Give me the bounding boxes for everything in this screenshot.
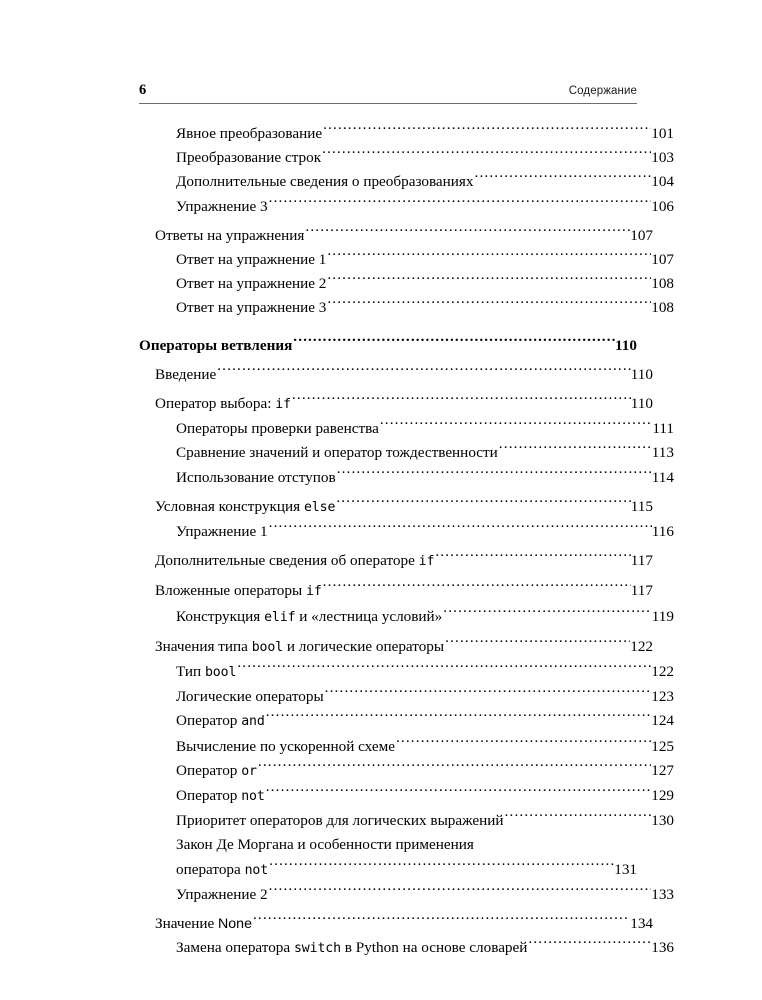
toc-entry-title: Использование отступов bbox=[176, 468, 336, 486]
dot-leader bbox=[269, 859, 614, 874]
toc-chapter-entry[interactable] bbox=[139, 334, 637, 358]
dot-leader bbox=[269, 195, 652, 210]
toc-entry-title: Конструкция elif и «лестница условий» bbox=[176, 607, 443, 625]
toc-entry[interactable] bbox=[139, 441, 674, 465]
toc-entry[interactable] bbox=[139, 296, 674, 320]
toc-entry-title: Операторы ветвления bbox=[139, 336, 293, 354]
toc-entry-page-number: 134 bbox=[630, 915, 653, 933]
toc-entry-page-number: 116 bbox=[651, 523, 674, 541]
inline-code: if bbox=[418, 554, 435, 570]
toc-entry-page-number: 106 bbox=[651, 197, 674, 215]
dot-leader bbox=[336, 496, 630, 511]
toc-entry-title: Вычисление по ускоренной схеме bbox=[176, 737, 395, 755]
inline-code: not bbox=[241, 789, 265, 805]
toc-entry-title: Тип bool bbox=[176, 663, 237, 681]
toc-entry[interactable] bbox=[139, 635, 653, 660]
toc-entry-page-number: 114 bbox=[651, 468, 674, 486]
toc-entry-page-number: 119 bbox=[651, 607, 674, 625]
toc-entry-page-number: 136 bbox=[651, 939, 674, 957]
toc-entry-page-number: 110 bbox=[630, 365, 653, 383]
toc-entry-page-number: 101 bbox=[651, 125, 674, 142]
toc-entry[interactable] bbox=[139, 784, 674, 809]
toc-entry-title: Оператор выбора: if bbox=[155, 395, 291, 413]
toc-entry-page-number: 125 bbox=[651, 737, 674, 755]
toc-entry-title: Дополнительные сведения об операторе if bbox=[155, 552, 435, 570]
toc-entry-page-number: 103 bbox=[651, 149, 674, 167]
toc-entry-page-number: 117 bbox=[630, 582, 653, 600]
dot-leader bbox=[322, 147, 651, 162]
toc-entry-title: Операторы проверки равенства bbox=[176, 420, 379, 438]
toc-entry[interactable] bbox=[139, 833, 637, 882]
inline-code: bool bbox=[204, 665, 237, 681]
toc-entry-page-number: 131 bbox=[614, 860, 637, 878]
toc-entry-page-number: 122 bbox=[651, 663, 674, 681]
toc-entry-title: Ответ на упражнение 2 bbox=[176, 275, 327, 293]
toc-entry[interactable] bbox=[139, 709, 674, 734]
toc-entry-title: Замена оператора switch в Python на основе словарей bbox=[176, 939, 528, 957]
toc-entry[interactable] bbox=[139, 912, 653, 936]
toc-entry-page-number: 107 bbox=[651, 251, 674, 269]
toc-entry-page-number: 110 bbox=[630, 395, 653, 413]
toc-entry-title: Введение bbox=[155, 365, 217, 383]
running-head-title: Содержание bbox=[568, 85, 637, 97]
toc-entry[interactable] bbox=[139, 759, 674, 784]
inline-code: if bbox=[275, 397, 291, 413]
dot-leader bbox=[475, 171, 652, 186]
toc-entry-page-number: 124 bbox=[651, 712, 674, 730]
toc-entry-title: Ответ на упражнение 1 bbox=[176, 251, 327, 269]
toc-entry-page-number: 130 bbox=[651, 812, 674, 830]
dot-leader bbox=[305, 225, 630, 240]
toc-entry-title: Ответ на упражнение 3 bbox=[176, 299, 327, 317]
toc-entry-page-number: 113 bbox=[651, 444, 674, 462]
dot-leader bbox=[292, 393, 631, 408]
toc-entry[interactable] bbox=[139, 660, 674, 685]
inline-code: or bbox=[241, 763, 257, 779]
dot-leader bbox=[269, 521, 652, 536]
toc-entry[interactable] bbox=[139, 122, 674, 146]
toc-entry-title: Значения типа bool и логические операторы bbox=[155, 637, 445, 655]
toc-entry-page-number: 115 bbox=[630, 497, 653, 515]
dot-leader bbox=[505, 810, 652, 825]
inline-code: if bbox=[305, 584, 322, 600]
toc-entry-page-number: 104 bbox=[651, 173, 674, 191]
toc-entry[interactable] bbox=[139, 685, 674, 709]
toc-entry[interactable] bbox=[139, 579, 653, 604]
dot-leader bbox=[445, 636, 630, 651]
toc-entry-title: Дополнительные сведения о преобразованиях bbox=[176, 173, 474, 191]
toc-entry[interactable] bbox=[139, 466, 674, 490]
dot-leader bbox=[327, 249, 651, 264]
toc-entry-title: Вложенные операторы if bbox=[155, 582, 322, 600]
toc-entry-title: Преобразование строк bbox=[176, 149, 322, 167]
dot-leader bbox=[443, 605, 652, 620]
toc-entry-page-number: 107 bbox=[630, 226, 653, 244]
dot-leader bbox=[258, 760, 651, 775]
dot-leader bbox=[380, 418, 653, 433]
toc-entry-page-number: 123 bbox=[651, 688, 674, 706]
dot-leader bbox=[293, 334, 615, 349]
toc-entry-title: Логические операторы bbox=[176, 688, 324, 706]
toc-entry[interactable] bbox=[139, 735, 674, 759]
toc-entry[interactable] bbox=[139, 520, 674, 544]
toc-entry-title: Оператор or bbox=[176, 761, 257, 779]
dot-leader bbox=[323, 123, 651, 138]
running-head bbox=[139, 83, 637, 104]
dot-leader bbox=[327, 297, 651, 312]
toc-entry-page-number: 127 bbox=[651, 761, 674, 779]
toc-entry[interactable] bbox=[139, 170, 674, 194]
dot-leader bbox=[325, 686, 652, 701]
toc-entry[interactable] bbox=[139, 224, 653, 248]
page-folio-number: 6 bbox=[139, 82, 147, 98]
toc-entry-title: Значение None bbox=[155, 915, 252, 933]
toc-entry-title: Упражнение 1 bbox=[176, 523, 268, 541]
inline-code: elif bbox=[264, 609, 296, 625]
toc-entry-page-number: 133 bbox=[651, 885, 674, 903]
dot-leader bbox=[327, 273, 651, 288]
inline-code: else bbox=[303, 499, 336, 515]
toc-entry[interactable] bbox=[139, 146, 674, 170]
toc-entry-title: Оператор and bbox=[176, 712, 265, 730]
dot-leader bbox=[217, 364, 631, 379]
dot-leader bbox=[266, 710, 651, 725]
inline-code: switch bbox=[293, 941, 341, 957]
dot-leader bbox=[337, 466, 652, 481]
toc-entry[interactable] bbox=[139, 936, 674, 961]
toc-entry-title: Приоритет операторов для логических выражений bbox=[176, 812, 504, 830]
toc-entry[interactable] bbox=[139, 195, 674, 219]
dot-leader bbox=[396, 735, 651, 750]
toc-entry[interactable] bbox=[139, 809, 674, 833]
toc-entry-title: Упражнение 2 bbox=[176, 885, 268, 903]
toc-entry-title: Явное преобразование bbox=[176, 125, 323, 142]
toc-entry-page-number: 108 bbox=[651, 275, 674, 293]
dot-leader bbox=[237, 661, 651, 676]
toc-entry-title: Сравнение значений и оператор тождественности bbox=[176, 444, 498, 462]
toc-entry-title: Упражнение 3 bbox=[176, 197, 268, 215]
inline-code: None bbox=[218, 916, 252, 933]
toc-entry-page-number: 129 bbox=[651, 787, 674, 805]
toc-entry-title: оператора not bbox=[176, 860, 269, 878]
toc-entry[interactable] bbox=[139, 495, 653, 520]
inline-code: not bbox=[244, 862, 269, 878]
toc-entry[interactable] bbox=[139, 248, 674, 272]
toc-entry[interactable] bbox=[139, 272, 674, 296]
inline-code: bool bbox=[251, 639, 284, 655]
dot-leader bbox=[269, 884, 652, 899]
toc-entry[interactable] bbox=[139, 417, 674, 441]
dot-leader bbox=[266, 785, 651, 800]
toc-entry-page-number: 111 bbox=[652, 420, 674, 438]
toc-entry-line2 bbox=[176, 858, 637, 883]
toc-entry-page-number: 122 bbox=[630, 637, 653, 655]
toc-entry-title-line1: Закон Де Моргана и особенности применения bbox=[176, 836, 474, 854]
toc-entry-title: Оператор not bbox=[176, 787, 265, 805]
dot-leader bbox=[253, 913, 630, 928]
toc-entry[interactable] bbox=[139, 392, 653, 417]
toc-entry[interactable] bbox=[139, 605, 674, 630]
toc-entry[interactable] bbox=[139, 549, 653, 574]
toc-entry-page-number: 117 bbox=[630, 552, 653, 570]
inline-code: and bbox=[241, 714, 265, 730]
dot-leader bbox=[528, 937, 651, 952]
toc-entry[interactable] bbox=[139, 883, 674, 907]
toc-entry-title: Условная конструкция else bbox=[155, 497, 336, 515]
toc-entry-page-number: 108 bbox=[651, 299, 674, 317]
table-of-contents bbox=[139, 122, 674, 962]
toc-entry-page-number: 110 bbox=[615, 336, 637, 354]
toc-entry-title: Ответы на упражнения bbox=[155, 226, 305, 244]
dot-leader bbox=[323, 580, 631, 595]
toc-entry[interactable] bbox=[139, 363, 653, 387]
dot-leader bbox=[435, 550, 630, 565]
dot-leader bbox=[499, 442, 652, 457]
